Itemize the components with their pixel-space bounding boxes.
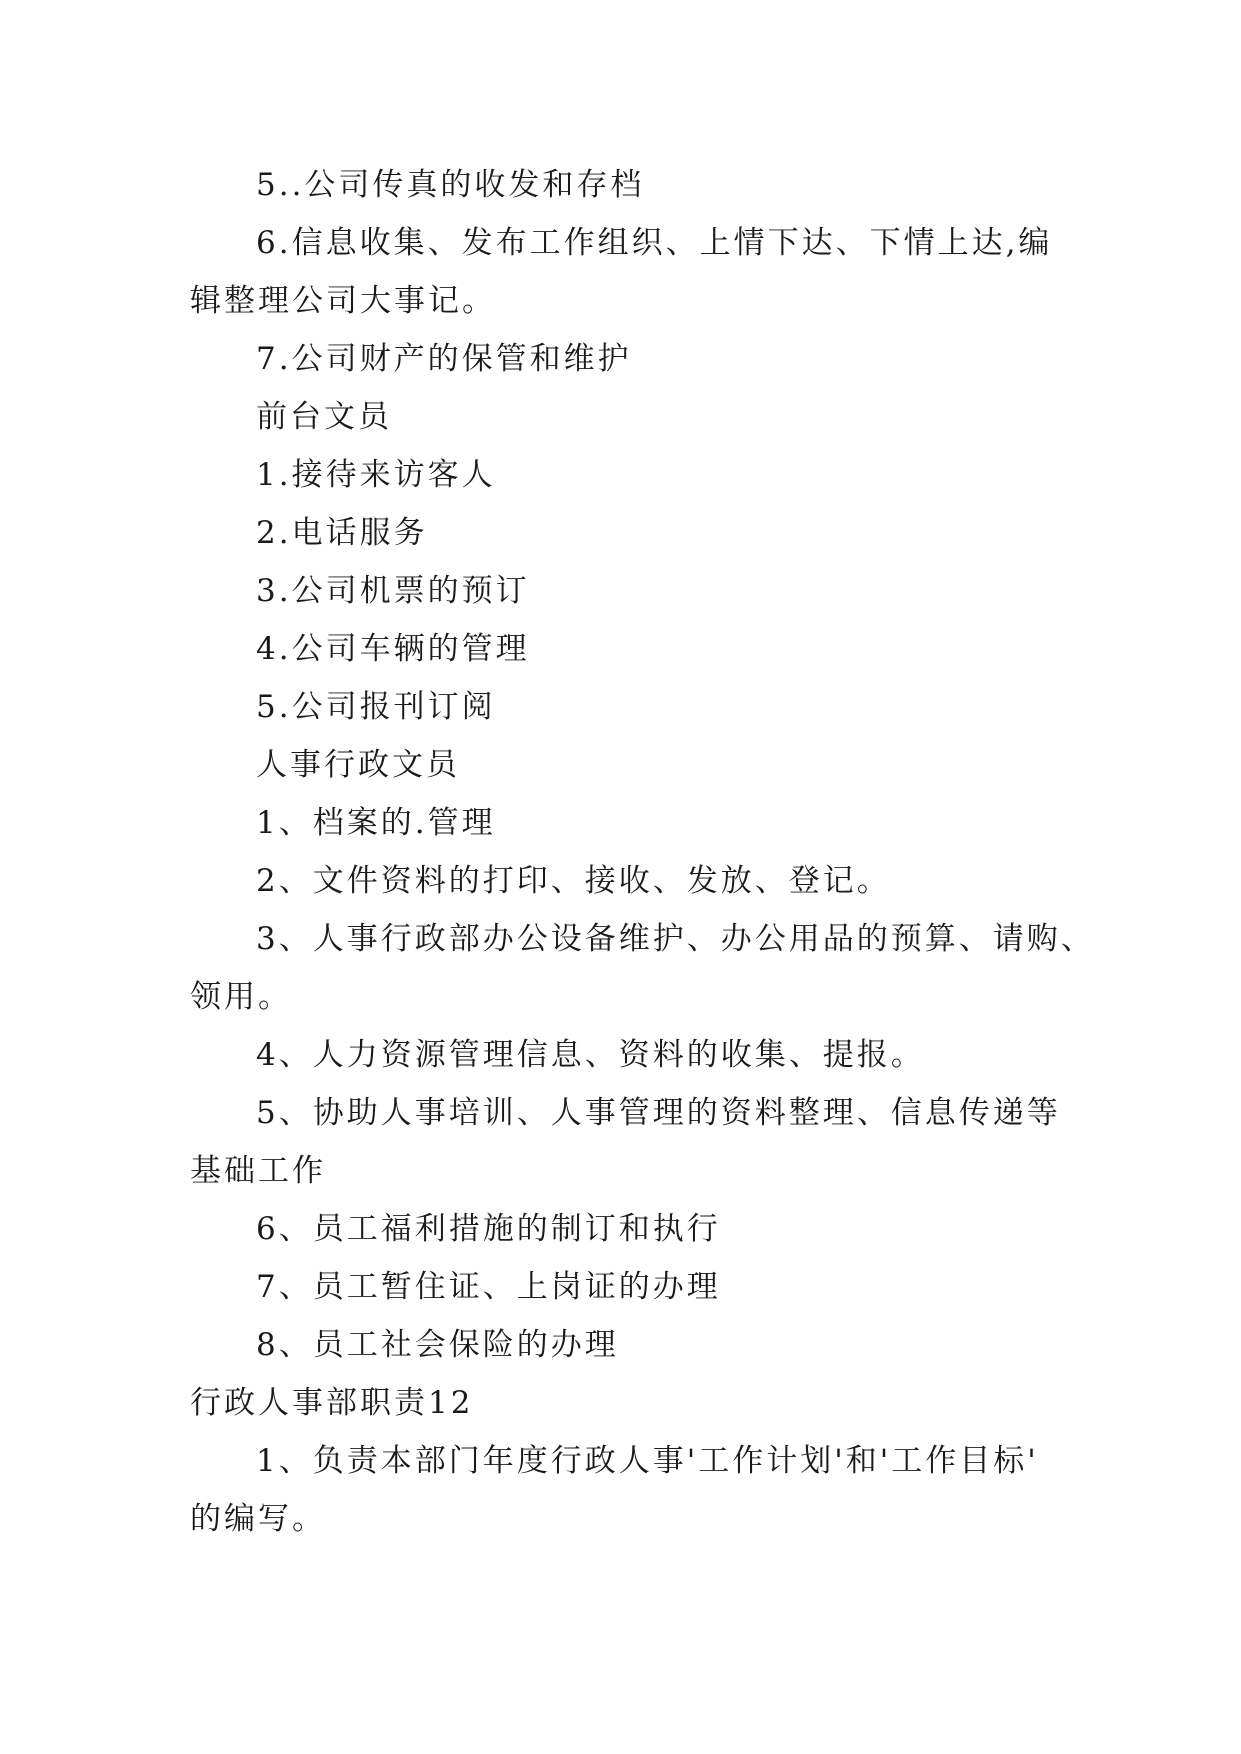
section-heading: 人事行政文员 bbox=[256, 747, 460, 783]
paragraph-line: 5.公司报刊订阅 bbox=[256, 689, 496, 725]
paragraph-line: 4、人力资源管理信息、资料的收集、提报。 bbox=[256, 1037, 925, 1073]
paragraph-line: 6、员工福利措施的制订和执行 bbox=[256, 1211, 721, 1247]
paragraph-line: 的编写。 bbox=[190, 1501, 326, 1537]
section-heading: 前台文员 bbox=[256, 399, 392, 435]
paragraph-line: 3.公司机票的预订 bbox=[256, 573, 530, 609]
section-title: 行政人事部职责12 bbox=[190, 1385, 474, 1421]
paragraph-line: 5..公司传真的收发和存档 bbox=[256, 167, 645, 203]
paragraph-line: 7、员工暂住证、上岗证的办理 bbox=[256, 1269, 721, 1305]
paragraph-line: 1、档案的.管理 bbox=[256, 805, 496, 841]
paragraph-line: 6.信息收集、发布工作组织、上情下达、下情上达,编 bbox=[256, 225, 1053, 261]
paragraph-line: 8、员工社会保险的办理 bbox=[256, 1327, 619, 1363]
paragraph-line: 4.公司车辆的管理 bbox=[256, 631, 530, 667]
paragraph-line: 1、负责本部门年度行政人事'工作计划'和'工作目标' bbox=[256, 1443, 1039, 1479]
paragraph-line: 基础工作 bbox=[190, 1153, 326, 1189]
paragraph-line: 领用。 bbox=[190, 979, 292, 1015]
paragraph-line: 1.接待来访客人 bbox=[256, 457, 496, 493]
paragraph-line: 2、文件资料的打印、接收、发放、登记。 bbox=[256, 863, 891, 899]
paragraph-line: 3、人事行政部办公设备维护、办公用品的预算、请购、 bbox=[256, 921, 1095, 957]
paragraph-line: 7.公司财产的保管和维护 bbox=[256, 341, 632, 377]
paragraph-line: 2.电话服务 bbox=[256, 515, 428, 551]
paragraph-line: 5、协助人事培训、人事管理的资料整理、信息传递等 bbox=[256, 1095, 1061, 1131]
paragraph-line: 辑整理公司大事记。 bbox=[190, 283, 496, 319]
